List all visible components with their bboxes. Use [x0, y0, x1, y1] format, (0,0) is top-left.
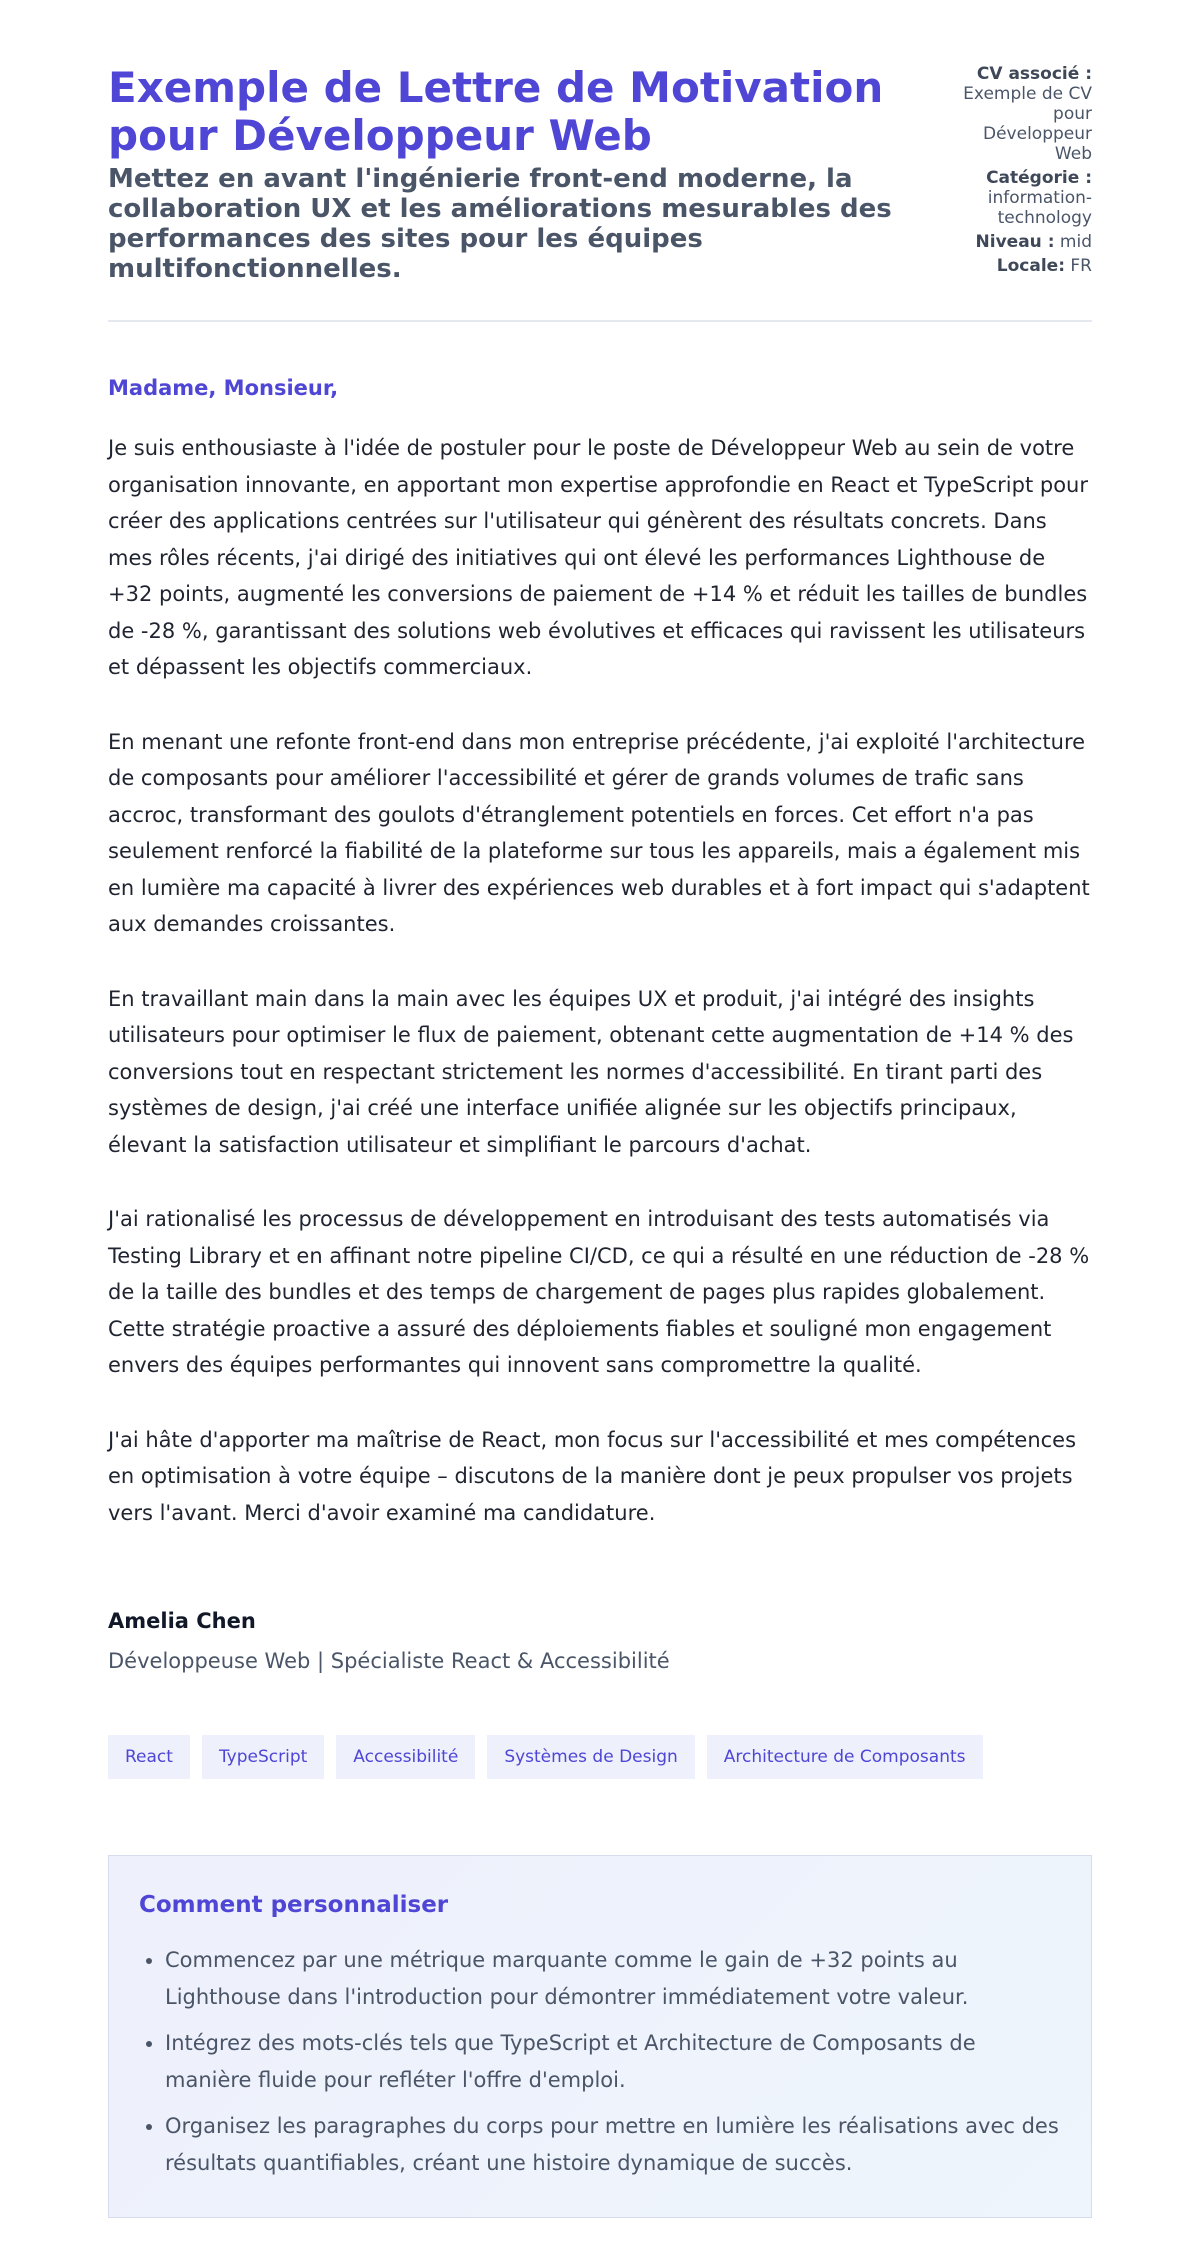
meta-level-value: mid — [1059, 232, 1092, 252]
tip-item: • Organisez les paragraphes du corps pour mettre en lumière les réalisations avec des résultats quantifiables, créant une histoire dynamique de succès. — [165, 2108, 1061, 2181]
meta-level-label: Niveau : — [975, 232, 1055, 252]
meta-cv-value: Exemple de CV pour Développeur Web — [963, 84, 1092, 164]
skill-tag: Architecture de Composants — [707, 1735, 983, 1779]
page-header — [108, 0, 1092, 322]
meta-level — [942, 232, 1092, 252]
skill-tag: Accessibilité — [336, 1735, 475, 1779]
meta-associated-cv — [942, 64, 1092, 164]
letter-salutation: Madame, Monsieur, — [108, 376, 339, 400]
meta-category-value: information-technology — [987, 188, 1092, 228]
tip-item: • Commencez par une métrique marquante comme le gain de +32 points au Lighthouse dans l'introduction pour démontrer immédiatement votre valeur. — [165, 1942, 1061, 2015]
meta-locale — [942, 256, 1092, 276]
signature-block — [108, 1607, 1092, 1675]
metadata-panel — [942, 64, 1092, 280]
meta-cv-label: CV associé : — [976, 64, 1092, 84]
meta-category — [942, 168, 1092, 228]
page-title: Exemple de Lettre de Motivation pour Développeur Web — [108, 63, 884, 160]
letter-paragraph: En menant une refonte front-end dans mon entreprise précédente, j'ai exploité l'architecture de composants pour améliorer l'accessibilité et gérer de grands volumes de trafic sans accroc, transformant des goulots d'étranglement potentiels en forces. Cet effort n'a pas seulement renforcé la fiabilité de la plateforme sur tous les appareils, mais a également mis en lumière ma capacité à livrer des expériences web durables et à fort impact qui s'adaptent aux demandes croissantes. — [108, 729, 1090, 936]
tips-list — [139, 1942, 1061, 2181]
customization-tips-box — [108, 1855, 1092, 2218]
letter-paragraph: J'ai rationalisé les processus de développement en introduisant des tests automatisés via Testing Library et en affinant notre pipeline CI/CD, ce qui a résulté en une réduction de -28 % de la taille des bundles et des temps de chargement de pages plus rapides globalement. Cette stratégie proactive a assuré des déploiements fiables et souligné mon engagement envers des équipes performantes qui innovent sans compromettre la qualité. — [108, 1207, 1090, 1377]
skill-tag: Systèmes de Design — [487, 1735, 694, 1779]
meta-locale-value: FR — [1070, 256, 1092, 276]
skill-tags — [108, 1735, 1092, 1779]
meta-category-label: Catégorie : — [986, 168, 1092, 188]
skill-tag: React — [108, 1735, 190, 1779]
tip-item: • Intégrez des mots-clés tels que TypeScript et Architecture de Composants de manière fluide pour refléter l'offre d'emploi. — [165, 2025, 1061, 2098]
page-subtitle: Mettez en avant l'ingénierie front-end moderne, la collaboration UX et les améliorations mesurables des performances des sites pour les équipes multifonctionnelles. — [108, 164, 892, 284]
letter-paragraph: J'ai hâte d'apporter ma maîtrise de React, mon focus sur l'accessibilité et mes compétences en optimisation à votre équipe – discutons de la manière dont je peux propulser vos projets vers l'avant. Merci d'avoir examiné ma candidature. — [108, 1427, 1077, 1525]
skill-tag: TypeScript — [202, 1735, 324, 1779]
letter-paragraph: Je suis enthousiaste à l'idée de postuler pour le poste de Développeur Web au sein de votre organisation innovante, en apportant mon expertise approfondie en React et TypeScript pour créer des applications centrées sur l'utilisateur qui génèrent des résultats concrets. Dans mes rôles récents, j'ai dirigé des initiatives qui ont élevé les performances Lighthouse de +32 points, augmenté les conversions de paiement de +14 % et réduit les tailles de bundles de -28 %, garantissant des solutions web évolutives et efficaces qui ravissent les utilisateurs et dépassent les objectifs commerciaux. — [108, 436, 1088, 679]
signature-name: Amelia Chen — [108, 1609, 256, 1633]
meta-locale-label: Locale: — [996, 256, 1065, 276]
header-title-block — [108, 64, 898, 284]
signature-title: Développeuse Web | Spécialiste React & Accessibilité — [108, 1649, 670, 1673]
letter-body — [108, 374, 1092, 1675]
letter-paragraph: En travaillant main dans la main avec les équipes UX et produit, j'ai intégré des insights utilisateurs pour optimiser le flux de paiement, obtenant cette augmentation de +14 % des conversions tout en respectant strictement les normes d'accessibilité. En tirant parti des systèmes de design, j'ai créé une interface unifiée alignée sur les objectifs principaux, élevant la satisfaction utilisateur et simplifiant le parcours d'achat. — [108, 986, 1074, 1157]
tips-title: Comment personnaliser — [139, 1892, 449, 1918]
